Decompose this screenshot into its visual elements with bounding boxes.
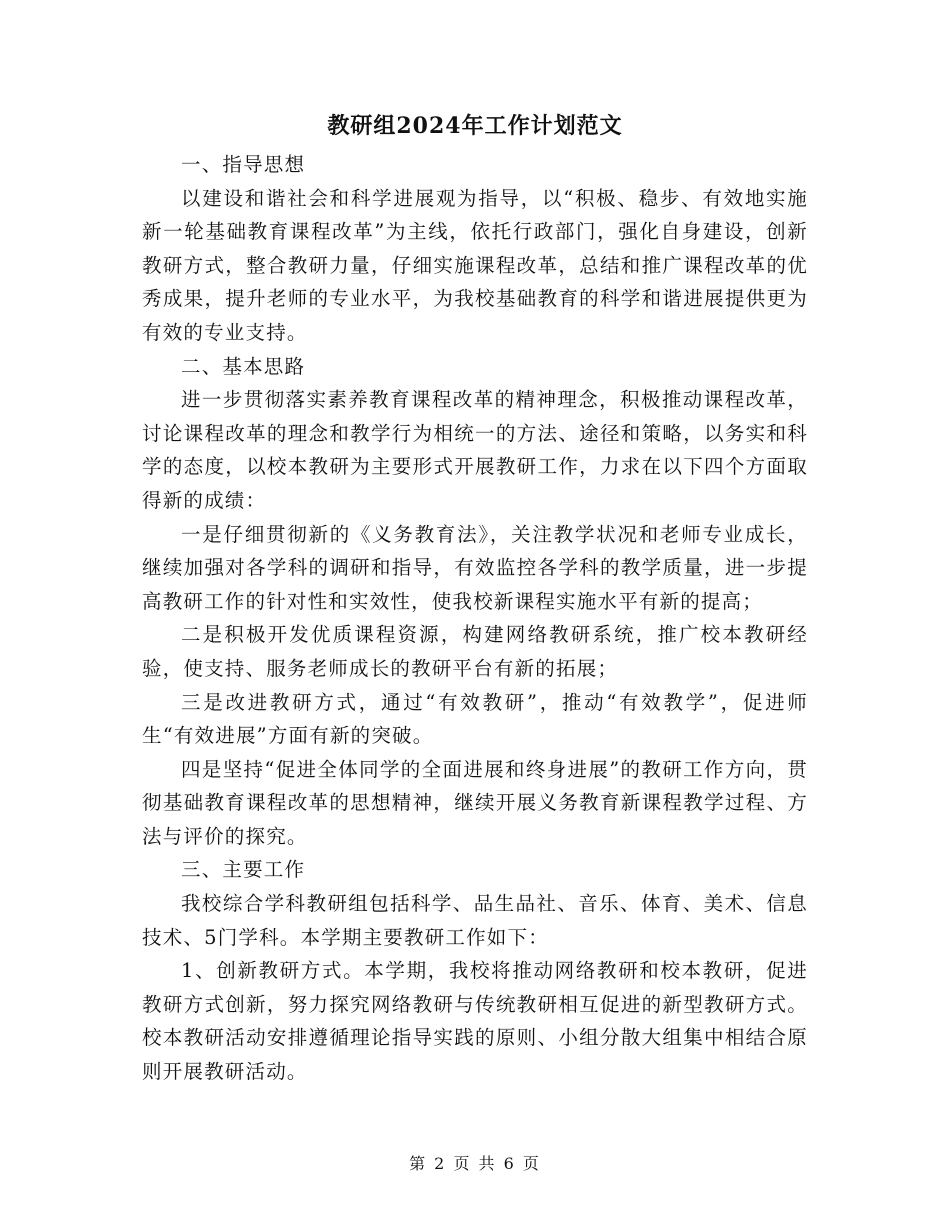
paragraph-goal-four: 四是坚持“促进全体同学的全面进展和终身进展”的教研工作方向，贯彻基础教育课程改革的思想精神，继续开展义务教育新课程教学过程、方法与评价的探究。 — [142, 757, 808, 848]
paragraph-goal-one: 一是仔细贯彻新的《义务教育法》，关注教学状况和老师专业成长，继续加强对各学科的调研和指导，有效监控各学科的教学质量，进一步提高教研工作的针对性和实效性，使我校新课程实施水平有新的提高； — [142, 522, 808, 613]
paragraph-goal-three: 三是改进教研方式，通过“有效教研”，推动“有效教学”，促进师生“有效进展”方面有新的突破。 — [142, 690, 808, 748]
heading-basic-approach: 二、基本思路 — [181, 354, 306, 378]
paragraph-basic-approach: 进一步贯彻落实素养教育课程改革的精神理念，积极推动课程改革，讨论课程改革的理念和教学行为相统一的方法、途径和策略，以务实和科学的态度，以校本教研为主要形式开展教研工作，力求在以下四个方面取得新的成绩： — [142, 388, 808, 512]
heading-main-work: 三、主要工作 — [181, 858, 306, 882]
paragraph-goal-two: 二是积极开发优质课程资源，构建网络教研系统，推广校本教研经验，使支持、服务老师成长的教研平台有新的拓展； — [142, 623, 808, 680]
heading-guiding-ideology: 一、指导思想 — [181, 153, 306, 176]
paragraph-guiding-ideology: 以建设和谐社会和科学进展观为指导，以“积极、稳步、有效地实施新一轮基础教育课程改革”为主线，依托行政部门，强化自身建设，创新教研方式，整合教研力量，仔细实施课程改革，总结和推广课程改革的优秀成果，提升老师的专业水平，为我校基础教育的科学和谐进展提供更为有效的专业支持。 — [142, 186, 808, 344]
document-body — [142, 148, 808, 1089]
page-number-footer: 第 2 页 共 6 页 — [409, 1154, 541, 1173]
document-title: 教研组2024年工作计划范文 — [327, 113, 623, 139]
paragraph-main-work-intro: 我校综合学科教研组包括科学、品生品社、音乐、体育、美术、信息技术、5门学科。本学期主要教研工作如下： — [142, 892, 808, 949]
paragraph-work-item-one: 1、创新教研方式。本学期，我校将推动网络教研和校本教研，促进教研方式创新，努力探究网络教研与传统教研相互促进的新型教研方式。校本教研活动安排遵循理论指导实践的原则、小组分散大组集中相结合原则开展教研活动。 — [142, 959, 808, 1084]
